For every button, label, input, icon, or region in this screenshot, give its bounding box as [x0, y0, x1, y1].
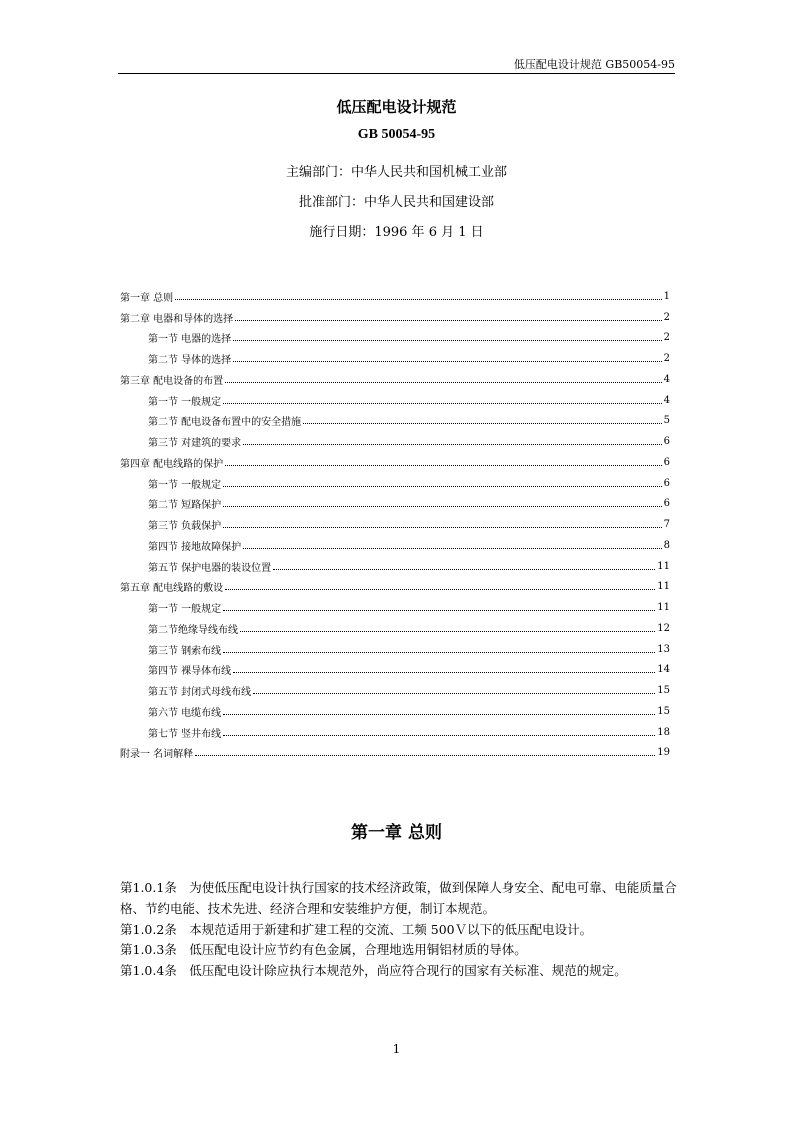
toc-page: 18	[657, 726, 670, 738]
toc-leader	[225, 465, 661, 466]
toc-title: 第二节 导体的选择	[148, 355, 232, 367]
toc-entry[interactable]	[120, 722, 670, 743]
toc-entry[interactable]	[120, 494, 670, 515]
toc-title: 第三节 负载保护	[148, 521, 222, 533]
toc-leader	[243, 548, 661, 549]
toc-title: 第一节 一般规定	[148, 479, 222, 491]
toc-title: 第一章 总则	[120, 292, 174, 304]
toc-leader	[223, 652, 655, 653]
toc-title: 附录一 名词解释	[120, 749, 194, 761]
toc-page: 6	[663, 436, 670, 448]
toc-page: 14	[657, 664, 670, 676]
toc-leader	[223, 610, 655, 611]
toc-leader	[223, 486, 661, 487]
toc-page: 12	[657, 622, 670, 634]
toc-page: 4	[663, 373, 670, 385]
toc-entry[interactable]	[120, 411, 670, 432]
toc-title: 第三节 钢索布线	[148, 645, 222, 657]
toc-title: 第一节 一般规定	[148, 396, 222, 408]
toc-entry[interactable]	[120, 577, 670, 598]
toc-leader	[175, 299, 661, 300]
toc-title: 第二节 短路保护	[148, 500, 222, 512]
toc-leader	[273, 569, 655, 570]
toc-title: 第四章 配电线路的保护	[120, 458, 224, 470]
toc-page: 2	[663, 332, 670, 344]
toc-title: 第二章 电器和导体的选择	[120, 313, 234, 325]
toc-entry[interactable]	[120, 660, 670, 681]
toc-page: 11	[657, 560, 670, 572]
toc-leader	[225, 382, 661, 383]
toc-title: 第五节 保护电器的装设位置	[148, 562, 272, 574]
clause: 第1.0.2条 本规范适用于新建和扩建工程的交流、工频 500Ｖ以下的低压配电设计。	[120, 921, 593, 937]
toc-leader	[223, 527, 661, 528]
toc-page: 15	[657, 705, 670, 717]
standard-code: GB 50054-95	[357, 127, 436, 142]
toc-entry[interactable]	[120, 743, 670, 764]
toc-title: 第一节 电器的选择	[148, 334, 232, 346]
toc-title: 第四节 接地故障保护	[148, 541, 242, 553]
toc-page: 15	[657, 685, 670, 697]
toc-page: 6	[663, 498, 670, 510]
editor-dept: 主编部门：中华人民共和国机械工业部	[285, 165, 507, 180]
toc-title: 第三章 配电设备的布置	[120, 375, 224, 387]
toc-entry[interactable]	[120, 390, 670, 411]
toc-entry[interactable]	[120, 431, 670, 452]
toc-leader	[223, 714, 655, 715]
toc-title: 第五章 配电线路的敷设	[120, 583, 224, 595]
toc-title: 第一节 一般规定	[148, 604, 222, 616]
toc-leader	[243, 444, 661, 445]
header-rule	[118, 73, 675, 74]
toc-leader	[223, 506, 661, 507]
running-header: 低压配电设计规范 GB50054-95	[513, 58, 675, 71]
toc-leader	[233, 361, 661, 362]
clause: 第1.0.3条 低压配电设计应节约有色金属，合理地选用铜铝材质的导体。	[120, 942, 527, 958]
toc-page: 2	[663, 311, 670, 323]
toc-leader	[233, 340, 661, 341]
toc-entry[interactable]	[120, 348, 670, 369]
toc-entry[interactable]	[120, 639, 670, 660]
toc-title: 第三节 对建筑的要求	[148, 438, 242, 450]
toc-page: 13	[657, 643, 670, 655]
toc-entry[interactable]	[120, 514, 670, 535]
toc-page: 11	[657, 581, 670, 593]
toc-leader	[253, 693, 655, 694]
toc-entry[interactable]	[120, 452, 670, 473]
chapter-body	[120, 878, 680, 982]
toc-page: 5	[663, 415, 670, 427]
clause: 第1.0.1条 为使低压配电设计执行国家的技术经济政策，做到保障人身安全、配电可靠、电能质量合格、节约电能、技术先进、经济合理和安装维护方便，制订本规范。	[120, 880, 677, 916]
toc-page: 8	[663, 539, 670, 551]
toc-leader	[233, 672, 655, 673]
toc-page: 6	[663, 456, 670, 468]
toc-entry[interactable]	[120, 556, 670, 577]
toc-entry[interactable]	[120, 369, 670, 390]
chapter-heading: 第一章 总则	[351, 823, 442, 843]
toc-page: 2	[663, 353, 670, 365]
toc-title: 第二节绝缘导线布线	[148, 624, 238, 636]
toc-page: 19	[657, 747, 670, 759]
clause: 第1.0.4条 低压配电设计除应执行本规范外，尚应符合现行的国家有关标准、规范的规定。	[120, 963, 627, 979]
toc-leader	[223, 735, 655, 736]
effective-date: 施行日期：1996 年 6 月 1 日	[309, 225, 484, 240]
toc-page: 7	[663, 519, 670, 531]
toc-entry[interactable]	[120, 618, 670, 639]
document-title: 低压配电设计规范	[336, 98, 457, 116]
toc-page: 1	[663, 290, 670, 302]
toc-title: 第四节 裸导体布线	[148, 666, 232, 678]
page-number: 1	[392, 1042, 401, 1056]
toc-title: 第七节 竖井布线	[148, 728, 222, 740]
toc-entry[interactable]	[120, 473, 670, 494]
toc-entry[interactable]	[120, 701, 670, 722]
toc-title: 第五节 封闭式母线布线	[148, 687, 252, 699]
toc-entry[interactable]	[120, 597, 670, 618]
toc-entry[interactable]	[120, 680, 670, 701]
toc-title: 第二节 配电设备布置中的安全措施	[148, 417, 302, 429]
toc-page: 4	[663, 394, 670, 406]
toc-leader	[195, 755, 655, 756]
toc-leader	[225, 589, 655, 590]
toc-leader	[240, 631, 655, 632]
toc-leader	[235, 320, 661, 321]
toc-page: 11	[657, 602, 670, 614]
toc-leader	[223, 403, 661, 404]
toc-entry[interactable]	[120, 307, 670, 328]
toc-entry[interactable]	[120, 328, 670, 349]
toc-page: 6	[663, 477, 670, 489]
table-of-contents	[120, 286, 670, 763]
toc-leader	[303, 423, 661, 424]
toc-title: 第六节 电缆布线	[148, 707, 222, 719]
toc-entry[interactable]	[120, 286, 670, 307]
approval-dept: 批准部门：中华人民共和国建设部	[298, 195, 494, 210]
toc-entry[interactable]	[120, 535, 670, 556]
